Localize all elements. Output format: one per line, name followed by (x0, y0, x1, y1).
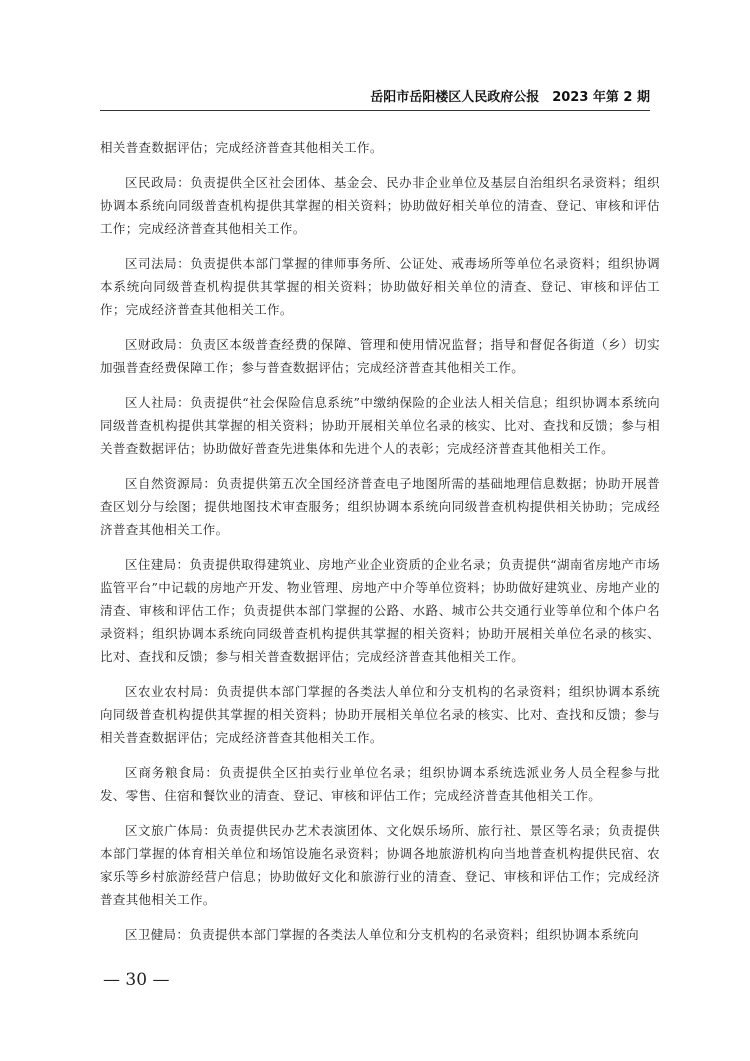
page-header (100, 86, 650, 111)
paragraph-human-resources: 区人社局：负责提供“社会保险信息系统”中缴纳保险的企业法人相关信息；组织协调本系统向同级普查机构提供其掌握的相关资料；协助开展相关单位名录的核实、比对、查找和反馈；参与相关普查数据评估；协助做好普查先进集体和先进个人的表彰；完成经济普查其他相关工作。 (100, 395, 660, 456)
paragraph-culture-tourism: 区文旅广体局：负责提供民办艺术表演团体、文化娱乐场所、旅行社、景区等名录；负责提供本部门掌握的体育相关单位和场馆设施名录资料；协调各地旅游机构向当地普查机构提供民宿、农家乐等乡村旅游经营户信息；协助做好文化和旅游行业的清查、登记、审核和评估工作；完成经济普查其他相关工作。 (100, 823, 660, 907)
paragraph-housing-construction: 区住建局：负责提供取得建筑业、房地产业企业资质的企业名录；负责提供“湖南省房地产市场监管平台”中记载的房地产开发、物业管理、房地产中介等单位资料；协助做好建筑业、房地产业的清查、审核和评估工作；负责提供本部门掌握的公路、水路、城市公共交通行业等单位和个体户名录资料；组织协调本系统向同级普查机构提供其掌握的相关资料；协助开展相关单位名录的核实、比对、查找和反馈；参与相关普查数据评估；完成经济普查其他相关工作。 (100, 557, 660, 664)
paragraph-natural-resources: 区自然资源局：负责提供第五次全国经济普查电子地图所需的基础地理信息数据；协助开展普查区划分与绘图；提供地图技术审查服务；组织协调本系统向同级普查机构提供相关协助；完成经济普查其他相关工作。 (100, 476, 660, 537)
paragraph-health: 区卫健局：负责提供本部门掌握的各类法人单位和分支机构的名录资料；组织协调本系统向 (125, 927, 640, 942)
paragraph-justice: 区司法局：负责提供本部门掌握的律师事务所、公证处、戒毒场所等单位名录资料；组织协调本系统向同级普查机构提供其掌握的相关资料；协助做好相关单位的清查、登记、审核和评估工作；完成经济普查其他相关工作。 (100, 256, 660, 317)
document-body (100, 136, 660, 958)
paragraph-finance: 区财政局：负责区本级普查经费的保障、管理和使用情况监督；指导和督促各街道（乡）切实加强普查经费保障工作；参与普查数据评估；完成经济普查其他相关工作。 (100, 337, 660, 375)
paragraph-agriculture: 区农业农村局：负责提供本部门掌握的各类法人单位和分支机构的名录资料；组织协调本系统向同级普查机构提供其掌握的相关资料；协助开展相关单位名录的核实、比对、查找和反馈；参与相关普查数据评估；完成经济普查其他相关工作。 (100, 684, 660, 745)
paragraph-continuation: 相关普查数据评估；完成经济普查其他相关工作。 (100, 140, 383, 155)
paragraph-civil-affairs: 区民政局：负责提供全区社会团体、基金会、民办非企业单位及基层自治组织名录资料；组织协调本系统向同级普查机构提供其掌握的相关资料；协助做好相关单位的清查、登记、审核和评估工作；完成经济普查其他相关工作。 (100, 175, 660, 236)
page-number: — 30 — (103, 970, 170, 990)
header-title: 岳阳市岳阳楼区人民政府公报 2023 年第 2 期 (370, 90, 650, 105)
paragraph-commerce-grain: 区商务粮食局：负责提供全区拍卖行业单位名录；组织协调本系统选派业务人员全程参与批发、零售、住宿和餐饮业的清查、登记、审核和评估工作；完成经济普查其他相关工作。 (100, 765, 660, 803)
